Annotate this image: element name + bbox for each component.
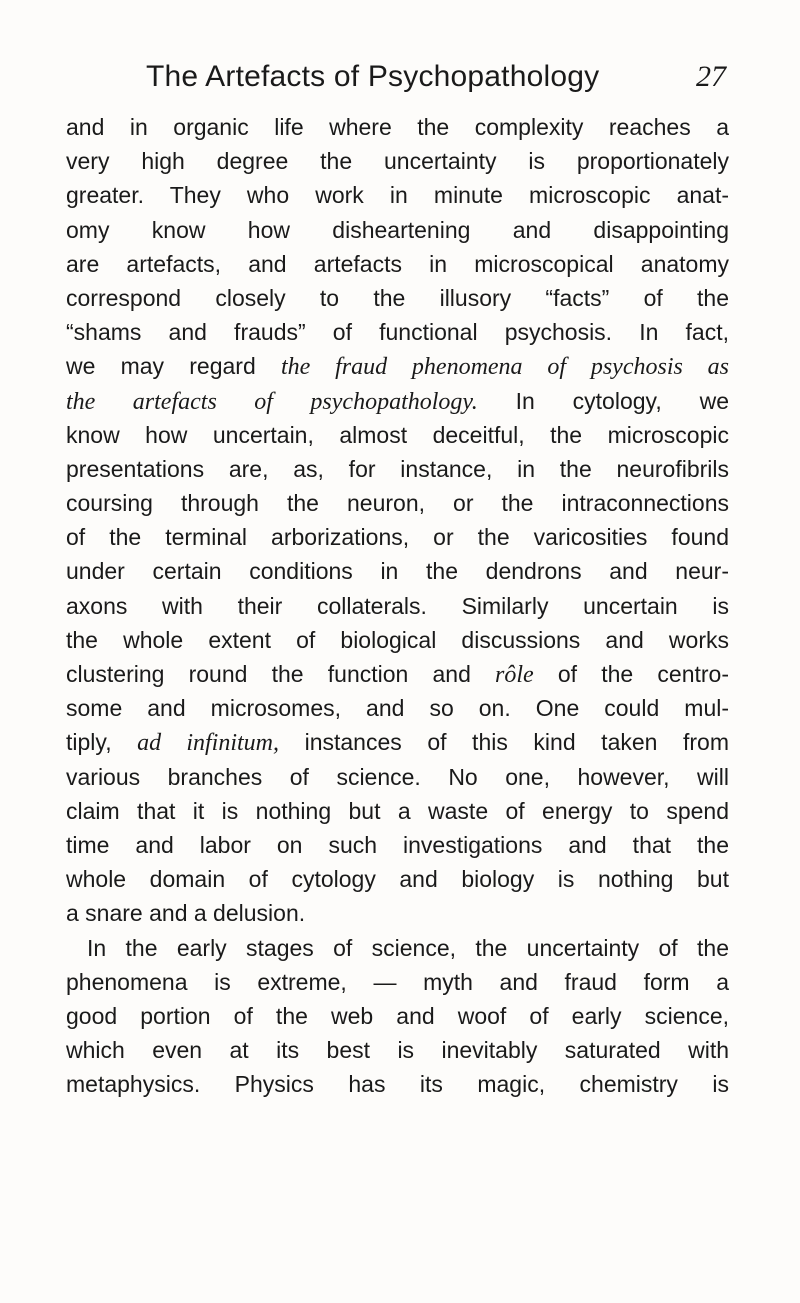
text-line: axons with their collaterals. Similarly uncertain is (66, 592, 729, 619)
running-title: The Artefacts of Psychopathology (146, 60, 600, 93)
paragraph (66, 110, 729, 931)
italic-phrase: ad infinitum, (137, 730, 280, 757)
text-line (66, 349, 729, 383)
text-line: whole domain of cytology and biology is nothing but (66, 866, 729, 893)
text-segment: tiply, (66, 729, 138, 756)
text-line: correspond closely to the illusory “facts” of the (66, 284, 729, 311)
text-line: presentations are, as, for instance, in the neurofibrils (66, 455, 729, 482)
text-line: time and labor on such investigations and that the (66, 831, 729, 858)
italic-phrase: the fraud phenomena of psychosis as (280, 354, 729, 381)
text-line (66, 657, 729, 691)
text-line: under certain conditions in the dendrons and neur- (66, 558, 729, 585)
text-line: coursing through the neuron, or the intraconnections (66, 490, 729, 517)
text-line: good portion of the web and woof of early science, (66, 1002, 729, 1029)
text-segment: In cytology, we (477, 387, 729, 414)
text-line: and in organic life where the complexity reaches a (66, 114, 729, 140)
text-line: which even at its best is inevitably saturated with (66, 1037, 729, 1064)
text-line: omy know how disheartening and disappointing (66, 216, 729, 243)
text-line: claim that it is nothing but a waste of energy to spend (66, 797, 729, 824)
text-line: a snare and a delusion. (66, 900, 306, 927)
italic-phrase: rôle (495, 662, 534, 688)
body-text (66, 110, 729, 1101)
text-line (66, 384, 729, 418)
text-line: “shams and frauds” of functional psychosis. In fact, (66, 319, 729, 346)
text-line: In the early stages of science, the uncertainty of the (87, 934, 729, 961)
paragraph (66, 931, 729, 1102)
text-line: of the terminal arborizations, or the varicosities found (66, 524, 729, 551)
text-line (66, 725, 729, 759)
text-line: various branches of science. No one, however, will (66, 763, 729, 790)
text-line: some and microsomes, and so on. One could mul- (66, 695, 729, 722)
italic-phrase: the artefacts of psychopathology. (66, 388, 478, 415)
text-segment: instances of this kind taken from (279, 729, 729, 756)
text-line: metaphysics. Physics has its magic, chemistry is (66, 1071, 729, 1098)
text-segment: clustering round the function and (66, 661, 496, 687)
text-segment: of the centro- (533, 661, 729, 687)
text-segment: we may regard (66, 353, 281, 380)
text-line: very high degree the uncertainty is proportionately (66, 148, 729, 175)
text-line: know how uncertain, almost deceitful, the microscopic (66, 421, 729, 448)
text-line: are artefacts, and artefacts in microscopical anatomy (66, 250, 729, 277)
text-line: greater. They who work in minute microscopic anat- (66, 182, 729, 209)
text-line: the whole extent of biological discussions and works (66, 626, 729, 653)
page-number: 27 (696, 60, 726, 93)
running-head (66, 60, 726, 104)
text-line: phenomena is extreme, — myth and fraud form a (66, 968, 729, 995)
